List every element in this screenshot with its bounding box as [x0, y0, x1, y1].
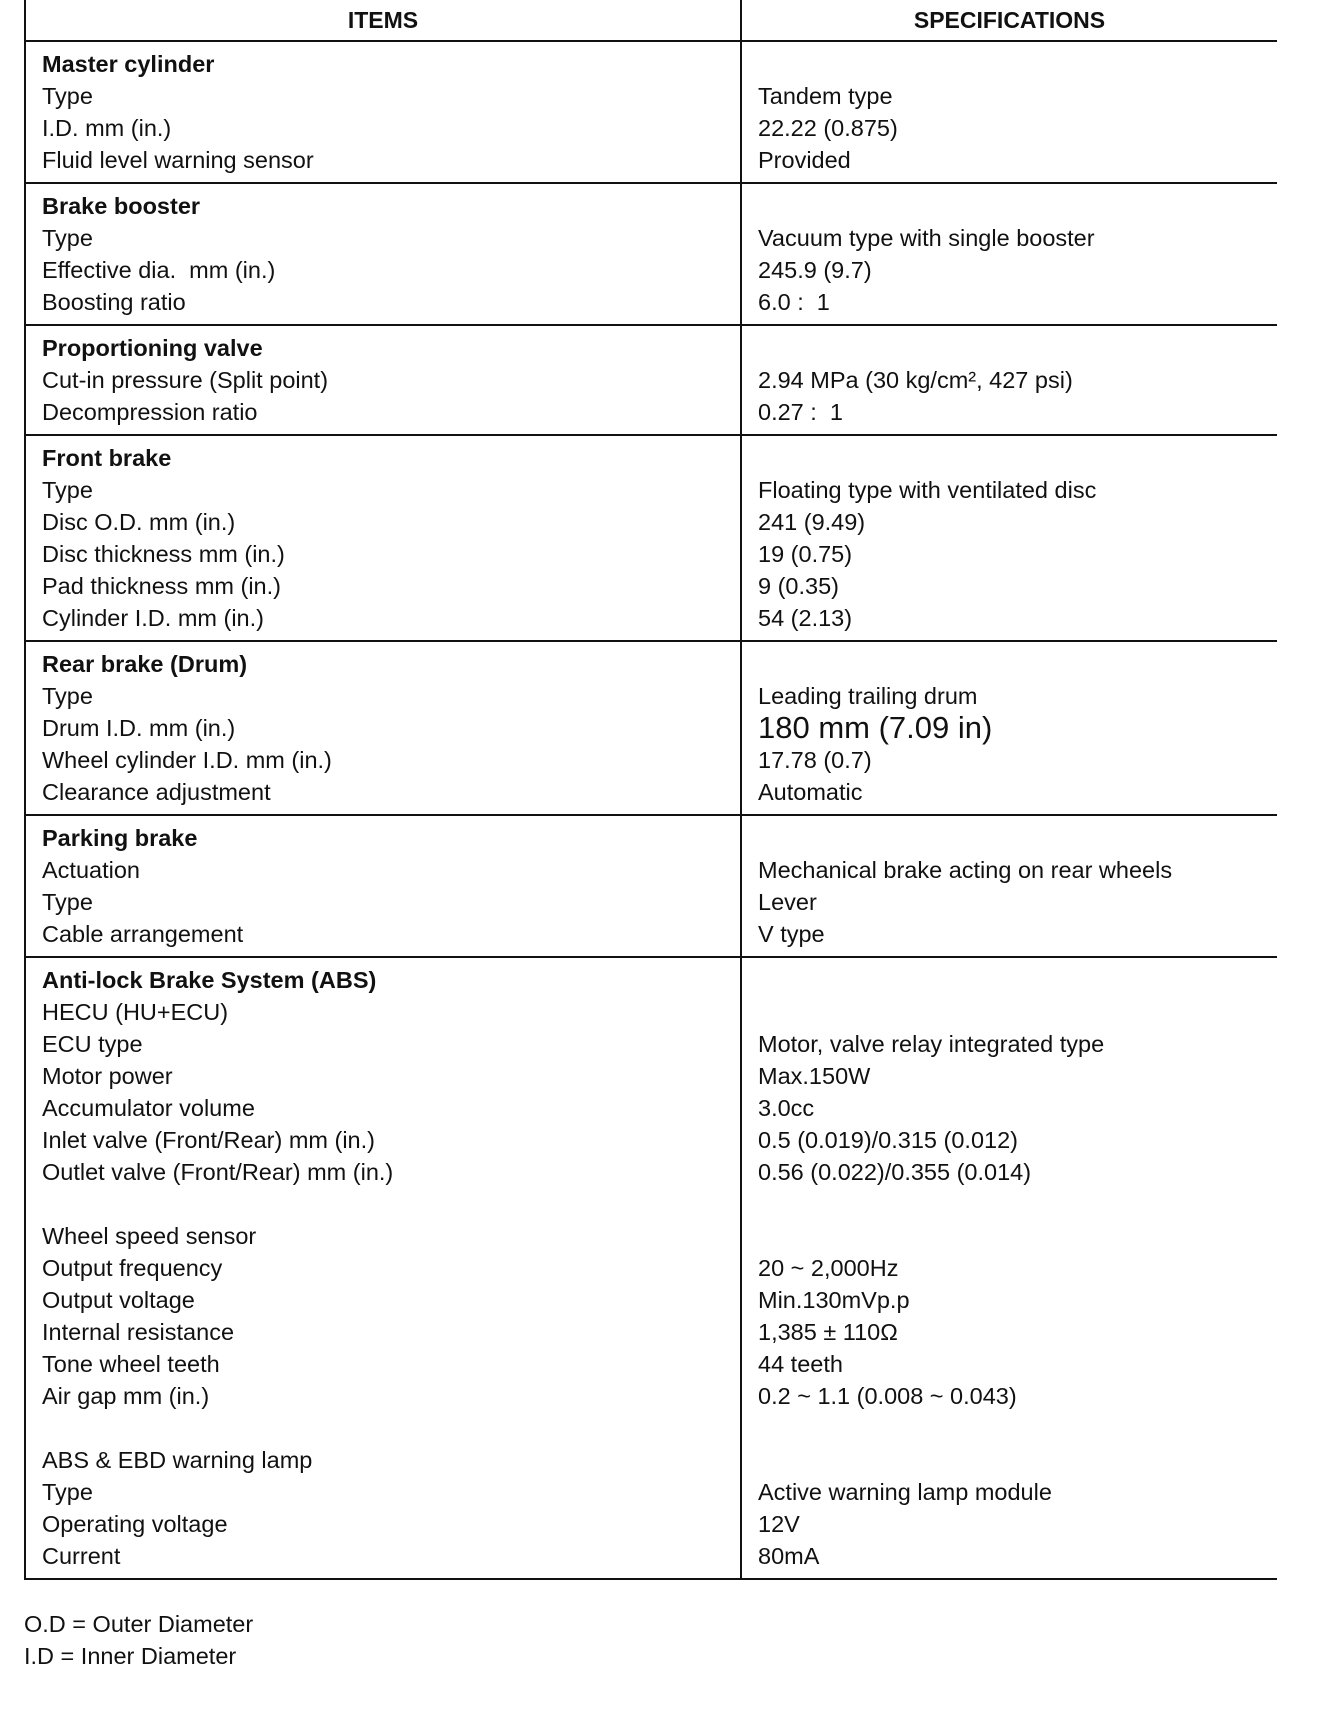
spec-value: 19 (0.75)	[758, 541, 853, 567]
item-label: I.D. mm (in.)	[42, 115, 172, 141]
spec-value: 0.56 (0.022)/0.355 (0.014)	[758, 1159, 1032, 1185]
specs-cell	[741, 435, 1277, 641]
item-label: Drum I.D. mm (in.)	[42, 715, 236, 741]
spacer	[758, 822, 1277, 854]
spacer	[758, 1188, 1277, 1220]
specs-cell	[741, 815, 1277, 957]
item-label: Internal resistance	[42, 1319, 235, 1345]
spacer	[42, 1188, 740, 1220]
spec-value: 22.22 (0.875)	[758, 115, 898, 141]
spec-value: 20 ~ 2,000Hz	[758, 1255, 899, 1281]
items-cell	[25, 641, 741, 815]
item-label: Outlet valve (Front/Rear) mm (in.)	[42, 1159, 394, 1185]
items-cell	[25, 41, 741, 183]
spec-value: 17.78 (0.7)	[758, 747, 872, 773]
item-label: Inlet valve (Front/Rear) mm (in.)	[42, 1127, 375, 1153]
spec-value: Provided	[758, 147, 851, 173]
spec-value: 1,385 ± 110Ω	[758, 1319, 898, 1345]
spec-value: 0.27 : 1	[758, 399, 843, 425]
section-rear-brake	[25, 641, 1277, 815]
item-label: Type	[42, 225, 93, 251]
items-cell	[25, 815, 741, 957]
item-label: Type	[42, 83, 93, 109]
note-outer-diameter: O.D = Outer Diameter	[24, 1611, 254, 1637]
spec-value: Mechanical brake acting on rear wheels	[758, 857, 1173, 883]
items-cell	[25, 325, 741, 435]
section-title: Parking brake	[42, 825, 198, 851]
item-label: Decompression ratio	[42, 399, 258, 425]
spec-value: 241 (9.49)	[758, 509, 866, 535]
spacer	[758, 442, 1277, 474]
spec-value: Active warning lamp module	[758, 1479, 1052, 1505]
section-parking-brake	[25, 815, 1277, 957]
section-title: Rear brake (Drum)	[42, 651, 248, 677]
spec-value: 80mA	[758, 1543, 820, 1569]
spec-value: Min.130mVp.p	[758, 1287, 910, 1313]
spec-sheet	[24, 0, 1276, 1580]
spec-value	[758, 1444, 1277, 1476]
spacer	[42, 1412, 740, 1444]
item-label: Disc O.D. mm (in.)	[42, 509, 236, 535]
spec-value	[758, 1220, 1277, 1252]
spec-value: Leading trailing drum	[758, 683, 978, 709]
items-cell	[25, 435, 741, 641]
spacer	[758, 190, 1277, 222]
items-cell	[25, 183, 741, 325]
item-label: Current	[42, 1543, 121, 1569]
spec-value: 6.0 : 1	[758, 289, 830, 315]
spec-value: Lever	[758, 889, 817, 915]
spec-value: 245.9 (9.7)	[758, 257, 872, 283]
section-title: Front brake	[42, 445, 172, 471]
item-label: Motor power	[42, 1063, 173, 1089]
item-label: Wheel cylinder I.D. mm (in.)	[42, 747, 332, 773]
item-label: Effective dia. mm (in.)	[42, 257, 276, 283]
spec-value: 0.2 ~ 1.1 (0.008 ~ 0.043)	[758, 1383, 1017, 1409]
abbreviation-notes	[24, 1608, 253, 1672]
item-label: Type	[42, 683, 93, 709]
item-label: Cable arrangement	[42, 921, 244, 947]
item-label: ABS & EBD warning lamp	[42, 1447, 313, 1473]
item-label: Pad thickness mm (in.)	[42, 573, 281, 599]
item-label: ECU type	[42, 1031, 143, 1057]
section-title: Master cylinder	[42, 51, 215, 77]
specs-cell	[741, 41, 1277, 183]
spec-value: 54 (2.13)	[758, 605, 853, 631]
section-front-brake	[25, 435, 1277, 641]
item-label: Air gap mm (in.)	[42, 1383, 210, 1409]
specs-cell	[741, 325, 1277, 435]
item-label: Actuation	[42, 857, 140, 883]
section-proportioning-valve	[25, 325, 1277, 435]
item-label: Type	[42, 889, 93, 915]
spec-value: 3.0cc	[758, 1095, 815, 1121]
item-label: Output frequency	[42, 1255, 223, 1281]
section-brake-booster	[25, 183, 1277, 325]
specs-cell	[741, 641, 1277, 815]
section-title: Brake booster	[42, 193, 201, 219]
spacer	[758, 1412, 1277, 1444]
section-master-cylinder	[25, 41, 1277, 183]
specs-cell	[741, 183, 1277, 325]
items-column-header: ITEMS	[25, 0, 741, 41]
spec-value: Vacuum type with single booster	[758, 225, 1095, 251]
spec-value: 12V	[758, 1511, 800, 1537]
item-label: Type	[42, 1479, 93, 1505]
item-label: Type	[42, 477, 93, 503]
section-title: Anti-lock Brake System (ABS)	[42, 967, 377, 993]
item-label: Tone wheel teeth	[42, 1351, 220, 1377]
specs-cell	[741, 957, 1277, 1579]
item-label: Cylinder I.D. mm (in.)	[42, 605, 264, 631]
spacer	[758, 648, 1277, 680]
item-label: Output voltage	[42, 1287, 195, 1313]
item-label: Wheel speed sensor	[42, 1223, 257, 1249]
spec-value: 44 teeth	[758, 1351, 843, 1377]
spacer	[758, 964, 1277, 996]
spec-value: 2.94 MPa (30 kg/cm², 427 psi)	[758, 367, 1073, 393]
item-label: Operating voltage	[42, 1511, 228, 1537]
section-title: Proportioning valve	[42, 335, 263, 361]
note-inner-diameter: I.D = Inner Diameter	[24, 1643, 237, 1669]
item-label: Disc thickness mm (in.)	[42, 541, 285, 567]
spec-value: 0.5 (0.019)/0.315 (0.012)	[758, 1127, 1018, 1153]
spec-value: Motor, valve relay integrated type	[758, 1031, 1105, 1057]
spec-value: 9 (0.35)	[758, 573, 839, 599]
specifications-column-header: SPECIFICATIONS	[741, 0, 1277, 41]
item-label: Accumulator volume	[42, 1095, 255, 1121]
spacer	[758, 48, 1277, 80]
items-cell	[25, 957, 741, 1579]
item-label: Clearance adjustment	[42, 779, 271, 805]
item-label: HECU (HU+ECU)	[42, 999, 229, 1025]
spec-value	[758, 996, 1277, 1028]
spec-value: V type	[758, 921, 825, 947]
table-header-row	[25, 0, 1277, 41]
section-abs	[25, 957, 1277, 1579]
spec-value: Max.150W	[758, 1063, 871, 1089]
item-label: Boosting ratio	[42, 289, 186, 315]
spec-value: 180 mm (7.09 in)	[758, 710, 993, 745]
spec-value: Automatic	[758, 779, 863, 805]
spacer	[758, 332, 1277, 364]
item-label: Cut-in pressure (Split point)	[42, 367, 329, 393]
spec-value: Tandem type	[758, 83, 893, 109]
spec-value: Floating type with ventilated disc	[758, 477, 1097, 503]
item-label: Fluid level warning sensor	[42, 147, 314, 173]
specifications-table	[24, 0, 1277, 1580]
